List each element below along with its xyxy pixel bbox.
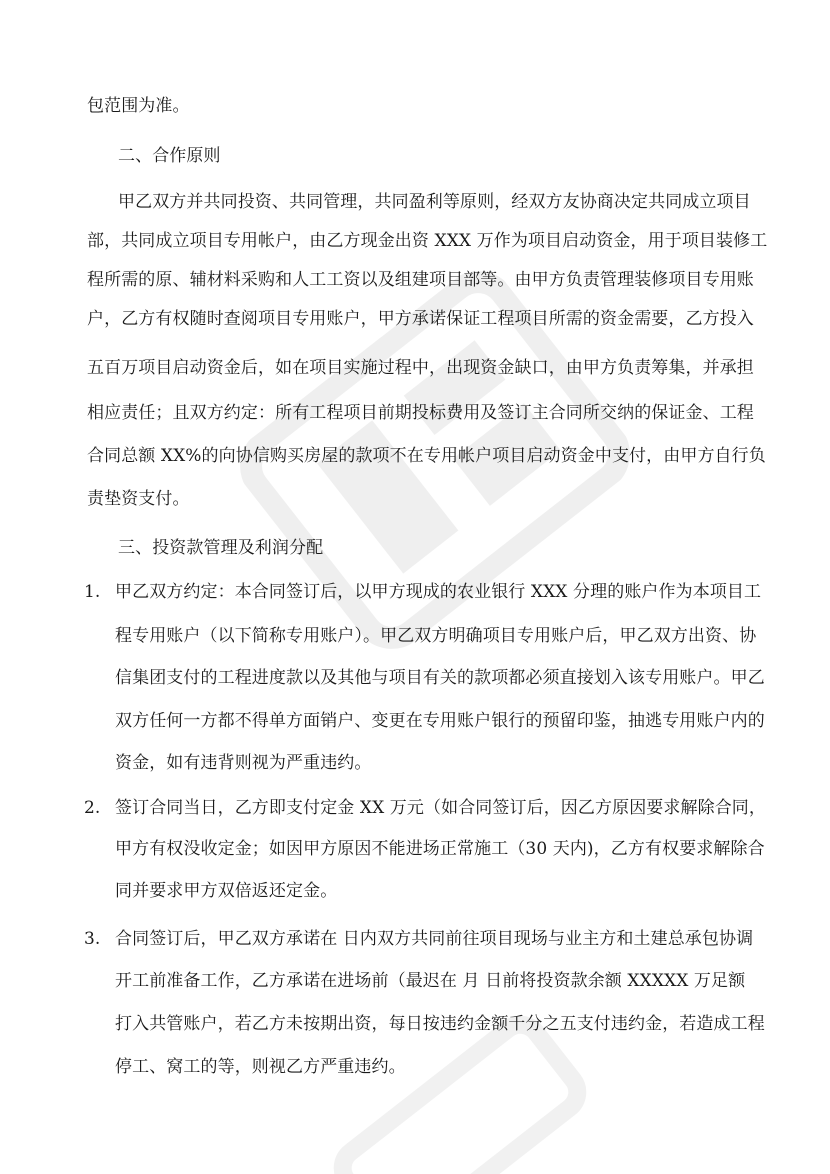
list-item-line: 双方任何一方都不得单方面销户、变更在专用账户银行的预留印鉴，抽逃专用账户内的 — [115, 711, 765, 731]
section2-line: 五百万项目启动资金后，如在项目实施过程中，出现资金缺口，由甲方负责筹集，并承担 — [87, 358, 754, 378]
list-item-line: 同并要求甲方双倍返还定金。 — [115, 881, 338, 901]
section2-line: 户，乙方有权随时查阅项目专用账户，甲方承诺保证工程项目所需的资金需要，乙方投入 — [87, 309, 754, 329]
section2-line: 部，共同成立项目专用帐户，由乙方现金出资 XXX 万作为项目启动资金，用于项目装修工 — [87, 231, 768, 251]
section2-line: 相应责任；且双方约定：所有工程项目前期投标费用及签订主合同所交纳的保证金、工程 — [87, 403, 754, 423]
section2-heading: 二、合作原则 — [118, 146, 221, 166]
section2-line: 责垫资支付。 — [87, 489, 190, 509]
section2-line: 程所需的原、辅材料采购和人工工资以及组建项目部等。由甲方负责管理装修项目专用账 — [87, 270, 754, 290]
list-item-line: 甲方有权没收定金；如因甲方原因不能进场正常施工（30 天内)，乙方有权要求解除合 — [115, 839, 765, 859]
section2-line: 合同总额 XX%的向协信购买房屋的款项不在专用帐户项目启动资金中支付，由甲方自行负 — [87, 446, 766, 466]
list-item-line: 甲乙双方约定：本合同签订后，以甲方现成的农业银行 XXX 分理的账户作为本项目工 — [115, 582, 762, 602]
section3-heading: 三、投资款管理及利润分配 — [118, 538, 324, 558]
list-item-line: 程专用账户（以下简称专用账户）。甲乙双方明确项目专用账户后，甲乙双方出资、协 — [115, 626, 757, 646]
list-item-line: 合同签订后，甲乙双方承诺在 日内双方共同前往项目现场与业主方和土建总承包协调 — [115, 929, 754, 949]
list-item-line: 开工前准备工作，乙方承诺在进场前（最迟在 月 日前将投资款余额 XXXXX 万足额 — [115, 971, 746, 991]
intro-tail: 包范围为准。 — [87, 96, 190, 116]
list-item-number: 1. — [84, 582, 101, 602]
list-item-line: 资金，如有违背则视为严重违约。 — [115, 753, 372, 773]
list-item-line: 信集团支付的工程进度款以及其他与项目有关的款项都必须直接划入该专用账户。甲乙 — [115, 668, 765, 688]
list-item-number: 2. — [84, 798, 101, 818]
section2-line: 甲乙双方并共同投资、共同管理，共同盈利等原则，经双方友协商决定共同成立项目 — [118, 192, 751, 212]
list-item-line: 停工、窝工的等，则视乙方严重违约。 — [115, 1057, 406, 1077]
list-item-number: 3. — [84, 929, 101, 949]
list-item-line: 打入共管账户，若乙方未按期出资，每日按违约金额千分之五支付违约金，若造成工程 — [115, 1014, 765, 1034]
list-item-line: 签订合同当日，乙方即支付定金 XX 万元（如合同签订后，因乙方原因要求解除合同， — [115, 798, 767, 818]
